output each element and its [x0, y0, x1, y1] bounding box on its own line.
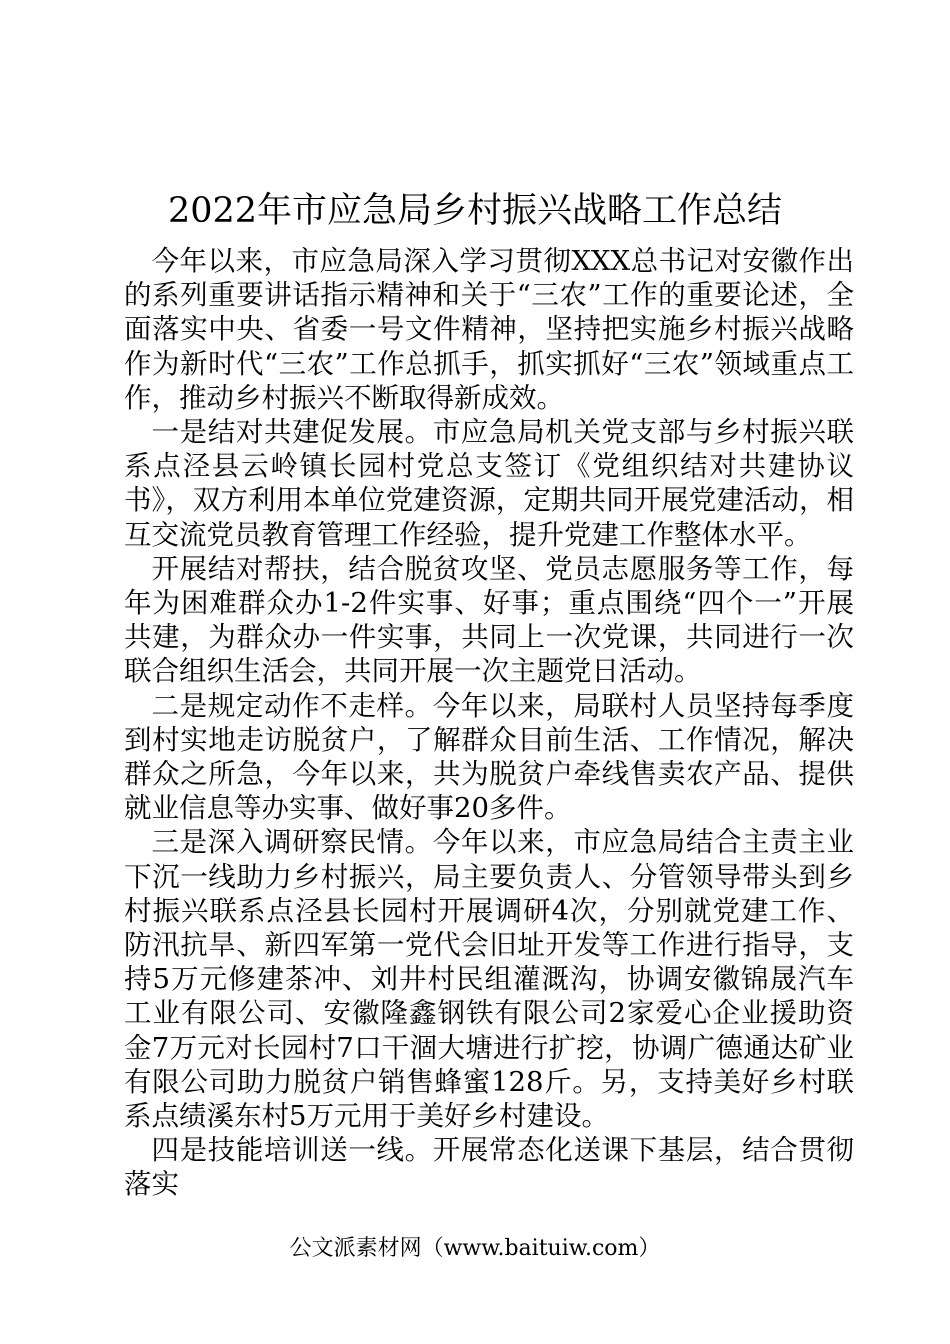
paragraph-section-4: 四是技能培训送一线。开展常态化送课下基层，结合贯彻落实 [124, 1134, 854, 1201]
paragraph-section-1: 一是结对共建促发展。市应急局机关党支部与乡村振兴联系点泾县云岭镇长园村党总支签订《党组织结对共建协议书》，双方利用本单位党建资源，定期共同开展党建活动，相互交流党员教育管理工作经验，提升党建工作整体水平。 [124, 416, 854, 551]
paragraph-section-2: 二是规定动作不走样。今年以来，局联村人员坚持每季度到村实地走访脱贫户，了解群众目前生活、工作情况，解决群众之所急，今年以来，共为脱贫户牵线售卖农产品、提供就业信息等办实事、做好事20多件。 [124, 689, 854, 825]
footer-watermark: 公文派素材网（www.baituiw.com） [289, 1236, 661, 1261]
document-body [124, 244, 854, 1202]
paragraph-section-3: 三是深入调研察民情。今年以来，市应急局结合主责主业下沉一线助力乡村振兴，局主要负责人、分管领导带头到乡村振兴联系点泾县长园村开展调研4次，分别就党建工作、防汛抗旱、新四军第一党代会旧址开发等工作进行指导，支持5万元修建茶冲、刘井村民组灌溉沟，协调安徽锦晟汽车工业有限公司、安徽隆鑫钢铁有限公司2家爱心企业援助资金7万元对长园村7口干涸大塘进行扩挖，协调广德通达矿业有限公司助力脱贫户销售蜂蜜128斤。另，支持美好乡村联系点绩溪东村5万元用于美好乡村建设。 [124, 826, 854, 1133]
document-title: 2022年市应急局乡村振兴战略工作总结 [167, 191, 783, 231]
paragraph-intro: 今年以来，市应急局深入学习贯彻XXX总书记对安徽作出的系列重要讲话指示精神和关于“三农”工作的重要论述，全面落实中央、省委一号文件精神，坚持把实施乡村振兴战略作为新时代“三农”工作总抓手，抓实抓好“三农”领域重点工作，推动乡村振兴不断取得新成效。 [124, 245, 854, 414]
paragraph-section-1-detail: 开展结对帮扶，结合脱贫攻坚、党员志愿服务等工作，每年为困难群众办1-2件实事、好事；重点围绕“四个一”开展共建，为群众办一件实事，共同上一次党课，共同进行一次联合组织生活会，共同开展一次主题党日活动。 [124, 552, 854, 688]
